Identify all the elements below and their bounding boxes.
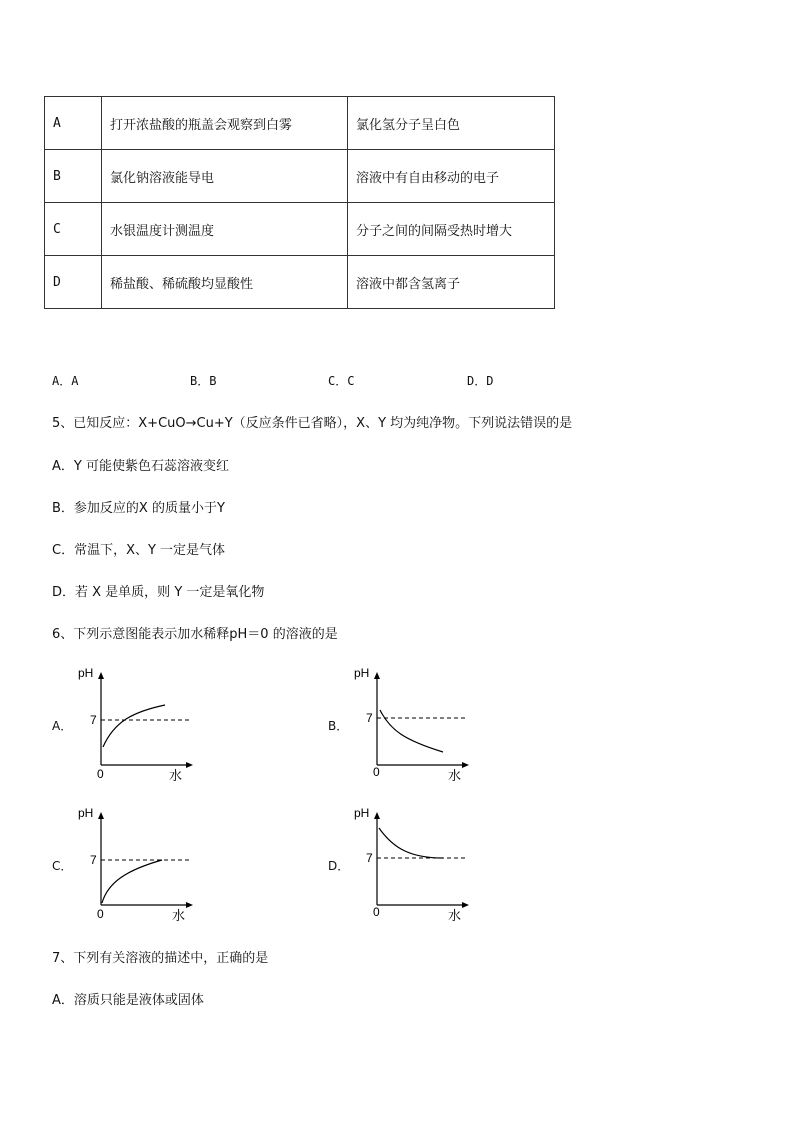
q4-option-b[interactable]: B．B [190,374,217,388]
x-axis-label: 水 [448,908,462,923]
q4-option-d[interactable]: D．D [467,374,494,388]
x-axis-arrow [462,902,469,908]
q4-option-c[interactable]: C．C [328,374,355,388]
q6-graph-b [348,662,478,787]
ref-tick-label: 7 [90,853,97,867]
table-row [45,150,555,203]
explanation-cell: 溶液中都含氢离子 [348,256,555,309]
q6-stem: 6、下列示意图能表示加水稀释pH＝0 的溶液的是 [52,627,338,642]
explanation-cell: 氯化氢分子呈白色 [348,97,555,150]
phenomenon-cell: 稀盐酸、稀硫酸均显酸性 [102,256,348,309]
row-label: C [45,203,102,256]
y-axis-arrow [374,812,380,819]
explanation-cell: 分子之间的间隔受热时增大 [348,203,555,256]
origin-label: 0 [373,765,380,779]
y-axis-arrow [98,812,104,819]
phenomenon-cell: 打开浓盐酸的瓶盖会观察到白雾 [102,97,348,150]
ref-tick-label: 7 [366,711,373,725]
q6-graph-a [72,662,202,787]
q4-option-a[interactable]: A．A [52,374,79,388]
table-row [45,97,555,150]
x-axis-label: 水 [172,908,186,923]
row-label: B [45,150,102,203]
q6-option-c-label[interactable]: C． [52,859,73,873]
q5-option-a[interactable]: A．Y 可能使紫色石蕊溶液变红 [52,459,229,474]
origin-label: 0 [97,767,104,781]
row-label: D [45,256,102,309]
ref-tick-label: 7 [366,851,373,865]
q6-option-a-label[interactable]: A． [52,719,73,733]
q5-option-d[interactable]: D．若 X 是单质，则 Y 一定是氧化物 [52,585,265,600]
q5-option-b[interactable]: B．参加反应的X 的质量小于Y [52,501,225,516]
q5-stem: 5、已知反应：X+CuO→Cu+Y（反应条件已省略），X、Y 均为纯净物。下列说法错误的是 [52,416,573,431]
phenomenon-cell: 氯化钠溶液能导电 [102,150,348,203]
table-row [45,256,555,309]
x-axis-arrow [462,762,469,768]
x-axis-arrow [186,762,193,768]
phenomenon-cell: 水银温度计测温度 [102,203,348,256]
q6-graph-d [348,802,478,927]
comparison-table [44,96,555,309]
table-row [45,203,555,256]
row-label: A [45,97,102,150]
origin-label: 0 [373,905,380,919]
y-axis-arrow [374,672,380,679]
q6-option-d-label[interactable]: D． [328,859,350,873]
q7-option-a[interactable]: A．溶质只能是液体或固体 [52,993,204,1008]
ph-curve [380,710,443,752]
q5-option-c[interactable]: C．常温下，X、Y 一定是气体 [52,543,226,558]
y-axis-label: pH [354,666,370,680]
x-axis-label: 水 [448,768,462,783]
ref-tick-label: 7 [90,713,97,727]
y-axis-arrow [98,672,104,679]
q6-graph-c [72,802,202,927]
q7-stem: 7、下列有关溶液的描述中，正确的是 [52,951,269,966]
ph-curve [379,828,443,858]
y-axis-label: pH [78,806,94,820]
x-axis-arrow [186,902,193,908]
x-axis-label: 水 [169,768,183,783]
explanation-cell: 溶液中有自由移动的电子 [348,150,555,203]
ph-curve [103,705,165,747]
y-axis-label: pH [78,666,94,680]
ph-curve [102,860,162,903]
origin-label: 0 [97,907,104,921]
y-axis-label: pH [354,806,370,820]
q6-option-b-label[interactable]: B． [328,719,349,733]
